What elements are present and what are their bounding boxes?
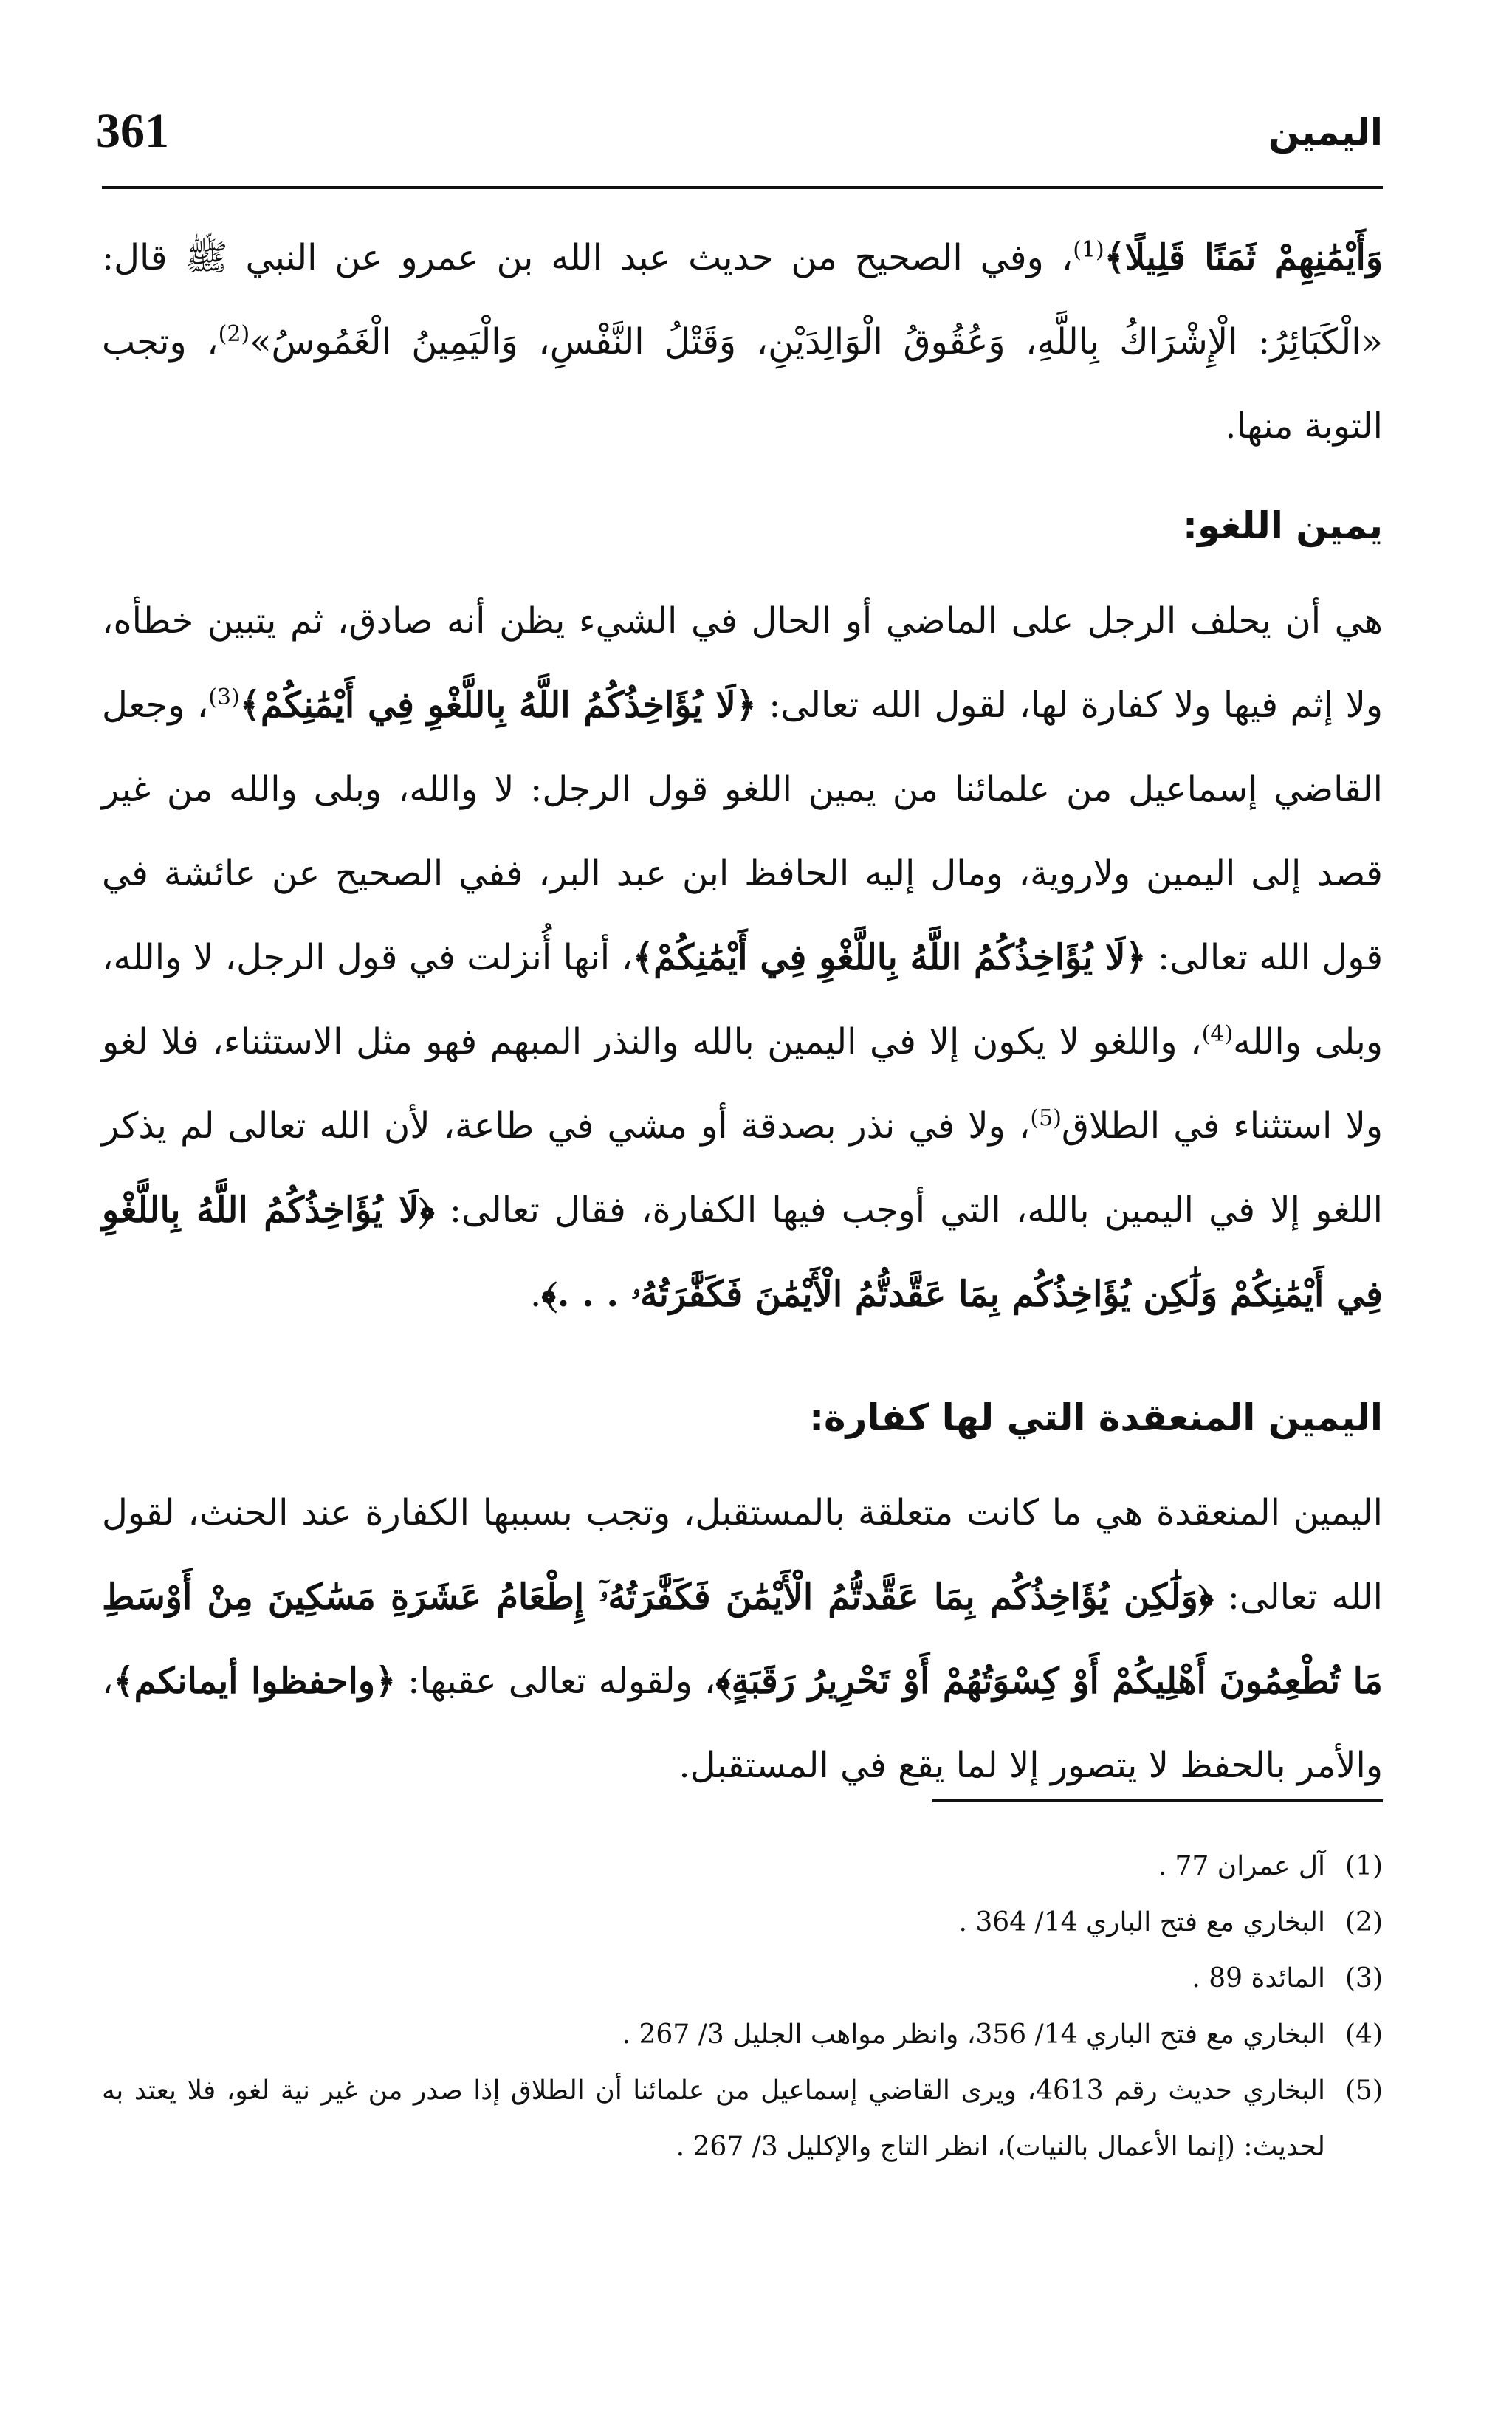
footnote-text: البخاري مع فتح الباري 14/ 364 . — [958, 1907, 1325, 1937]
paragraph-text: ، وفي الصحيح من حديث عبد الله بن عمرو عن النبي ﷺ قال: «الْكَبَائِرُ: الْإِشْرَاكُ بِاللَّهِ، وَعُقُوقُ الْوَالِدَيْنِ، وَقَتْلُ النَّفْسِ، وَالْيَمِينُ الْغَمُوسُ» — [102, 237, 1384, 363]
quran-quote: وَأَيْمَٰنِهِمْ ثَمَنًا قَلِيلًا﴾ — [1104, 237, 1383, 278]
footnotes-list — [102, 1839, 1383, 2175]
footnote-item — [102, 1895, 1383, 1951]
footnote-text: المائدة 89 . — [1192, 1963, 1325, 1994]
footnote-number: (3) — [1345, 1963, 1383, 1994]
paragraph-text: ، وتجب التوبة منها. — [102, 321, 1383, 447]
paragraph-text: ، ولا في نذر بصدقة أو مشي في طاعة، لأن الله تعالى لم يذكر اللغو إلا في اليمين بالله، التي أوجب فيها الكفارة، فقال تعالى: — [102, 1105, 1383, 1231]
paragraph-text: ، والأمر بالحفظ لا يتصور إلا لما يقع في المستقبل. — [102, 1661, 1383, 1786]
running-header: اليمين — [1268, 111, 1383, 154]
footnote-item — [102, 1951, 1383, 2007]
quran-quote: ﴿لَا يُؤَاخِذُكُمُ اللَّهُ بِاللَّغْوِ فِي أَيْمَٰنِكُمْ وَلَٰكِن يُؤَاخِذُكُم بِمَا عَقَّدتُّمُ الْأَيْمَٰنَ فَكَفَّٰرَتُهُۥ . . .﴾ — [102, 1189, 1383, 1315]
paragraph-ghamus — [102, 216, 1383, 468]
footnote-number: (2) — [1345, 1907, 1383, 1937]
paragraph-text: ، واللغو لا يكون إلا في اليمين بالله والنذر المبهم فهو مثل الاستثناء، فلا لغو ولا استثناء في الطلاق — [102, 1021, 1384, 1147]
paragraph-text: ، وجعل القاضي إسماعيل من علمائنا من يمين اللغو قول الرجل: لا والله، وبلى والله من غير قصد إلى اليمين ولاروية، ومال إليه الحافظ ابن عبد البر، ففي الصحيح عن عائشة في قول الله تعالى: — [102, 684, 1384, 978]
footnote-item — [102, 1839, 1383, 1895]
quran-quote: ﴿وَلَٰكِن يُؤَاخِذُكُم بِمَا عَقَّدتُّمُ الْأَيْمَٰنَ فَكَفَّٰرَتُهُۥٓ إِطْعَامُ عَشَرَةِ مَسَٰكِينَ مِنْ أَوْسَطِ مَا تُطْعِمُونَ أَهْلِيكُمْ أَوْ كِسْوَتُهُمْ أَوْ تَحْرِيرُ رَقَبَةٍ﴾ — [102, 1576, 1384, 1702]
quran-quote: ﴿واحفظوا أيمانكم﴾ — [113, 1661, 396, 1702]
footnote-ref: (5) — [1030, 1105, 1062, 1131]
paragraph-text: ، ولقوله تعالى عقبها: — [396, 1661, 716, 1702]
paragraph-text: . — [530, 1274, 542, 1315]
footnote-text: البخاري حديث رقم 4613، ويرى القاضي إسماعيل من علمائنا أن الطلاق إذا صدر من غير نية لغو، فلا يعتد به لحديث: (إنما الأعمال بالنيات)، انظر التاج والإكليل 3/ 267 . — [102, 2076, 1325, 2162]
main-text — [102, 216, 1383, 1808]
footnote-number: (4) — [1345, 2019, 1383, 2050]
footnote-text: البخاري مع فتح الباري 14/ 356، وانظر مواهب الجليل 3/ 267 . — [622, 2019, 1325, 2050]
footnote-text: آل عمران 77 . — [1158, 1851, 1325, 1881]
section-heading-munaqida: اليمين المنعقدة التي لها كفارة: — [809, 1396, 1383, 1439]
paragraph-text: هي أن يحلف الرجل على الماضي أو الحال في الشيء يظن أنه صادق، ثم يتبين خطأه، ولا إثم فيها ولا كفارة لها، لقول الله تعالى: — [102, 600, 1383, 726]
section-heading-laghw: يمين اللغو: — [1183, 504, 1383, 547]
footnote-ref: (3) — [208, 684, 240, 710]
paragraph-laghw — [102, 579, 1383, 1336]
footnote-ref: (1) — [1073, 237, 1104, 263]
footnote-item — [102, 2063, 1383, 2175]
page-number: 361 — [96, 104, 169, 158]
paragraph-munaqida — [102, 1471, 1383, 1808]
header-rule — [102, 186, 1383, 189]
paragraph-text: ، أنها أُنزلت في قول الرجل، لا والله، وبلى والله — [102, 937, 1384, 1062]
footnote-ref: (4) — [1201, 1021, 1234, 1047]
quran-quote: ﴿لَا يُؤَاخِذُكُمُ اللَّهُ بِاللَّغْوِ فِي أَيْمَٰنِكُمْ﴾ — [239, 684, 757, 726]
paragraph-text: اليمين المنعقدة هي ما كانت متعلقة بالمستقبل، وتجب بسببها الكفارة عند الحنث، لقول الله تعالى: — [102, 1492, 1384, 1618]
footnote-number: (1) — [1345, 1851, 1383, 1881]
footnote-separator — [932, 1799, 1383, 1802]
quran-quote: ﴿لَا يُؤَاخِذُكُمُ اللَّهُ بِاللَّغْوِ فِي أَيْمَٰنِكُمْ﴾ — [633, 937, 1147, 978]
footnote-ref: (2) — [218, 321, 250, 347]
footnote-item — [102, 2007, 1383, 2063]
footnote-number: (5) — [1345, 2076, 1383, 2106]
